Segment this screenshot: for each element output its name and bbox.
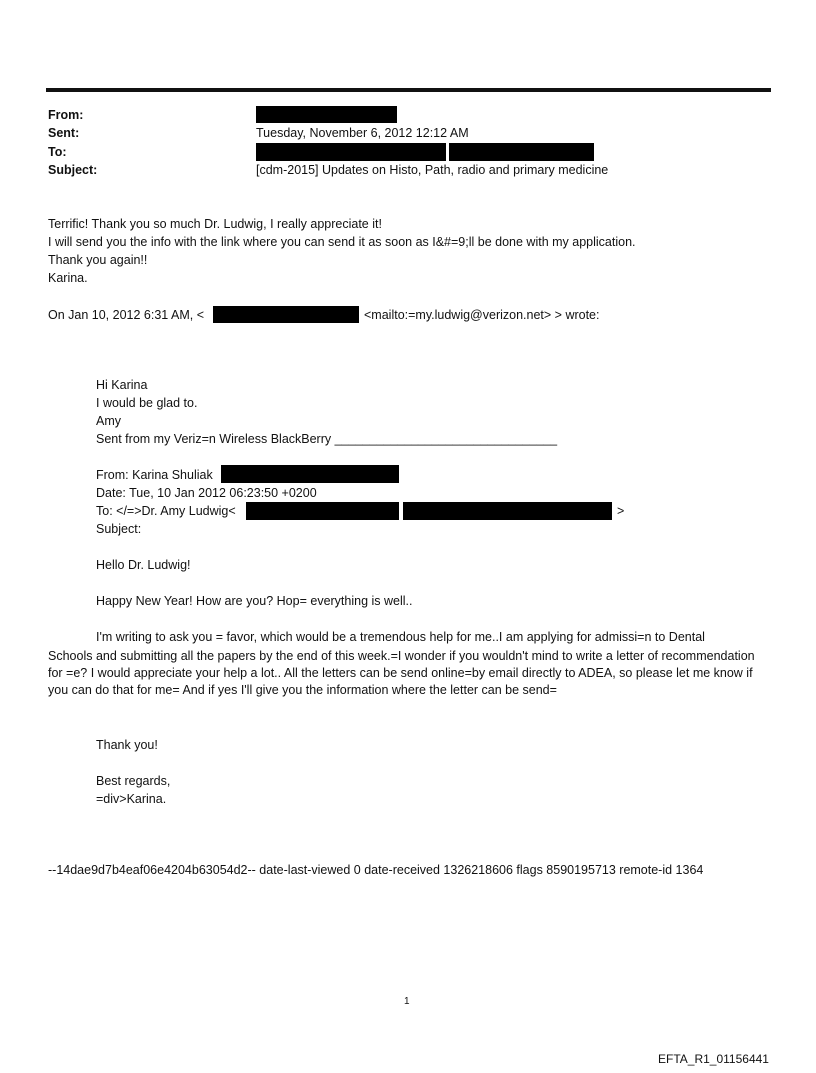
to-label: To:: [48, 145, 67, 159]
body-line-3: Thank you again!!: [48, 253, 148, 267]
redacted-to-1: [256, 143, 446, 161]
reply-date-line: Date: Tue, 10 Jan 2012 06:23:50 +0200: [96, 486, 317, 500]
from-label: From:: [48, 108, 84, 122]
page-number: 1: [404, 996, 410, 1007]
original-thanks: Thank you!: [96, 738, 158, 752]
body-line-2: I will send you the info with the link where you can send it as soon as I&#=9;ll be done with my application.: [48, 235, 636, 249]
original-hello: Hello Dr. Ludwig!: [96, 558, 191, 572]
reply-sent-from: Sent from my Veriz=n Wireless BlackBerry ________________________________: [96, 432, 558, 446]
quote-intro-post: <mailto:=my.ludwig@verizon.net> > wrote:: [364, 308, 600, 322]
header-rule: [46, 88, 771, 92]
reply-to-line: To: </=>Dr. Amy Ludwig<: [96, 504, 236, 518]
redacted-from: [256, 106, 397, 123]
original-regards: Best regards,: [96, 774, 171, 788]
original-new-year: Happy New Year! How are you? Hop= everything is well..: [96, 594, 413, 608]
redacted-reply-to-1: [246, 502, 399, 520]
quote-intro-pre: On Jan 10, 2012 6:31 AM, <: [48, 308, 205, 322]
sent-value: Tuesday, November 6, 2012 12:12 AM: [256, 126, 469, 140]
reply-subject-line: Subject:: [96, 522, 142, 536]
redacted-reply-to-2: [403, 502, 612, 520]
subject-value: [cdm-2015] Updates on Histo, Path, radio and primary medicine: [256, 163, 609, 177]
reply-line-1: I would be glad to.: [96, 396, 198, 410]
original-request-lead: I'm writing to ask you = favor, which would be a tremendous help for me..I am applying for admissi=n to Dental: [96, 630, 705, 644]
redacted-quote-sender: [213, 306, 359, 323]
reply-greeting: Hi Karina: [96, 378, 148, 392]
reply-from-line: From: Karina Shuliak: [96, 468, 213, 482]
sent-label: Sent:: [48, 126, 80, 140]
original-request-rest: Schools and submitting all the papers by the end of this week.=I wonder if you wouldn't mind to write a letter of recommendation for =e? I would appreciate your help a lot.. All the letters can be send online=by email directly to ADEA, so please let me know if you can do that for me= And if yes I'll give you the information where the letter can be send=: [48, 649, 755, 697]
subject-label: Subject:: [48, 163, 98, 177]
body-line-4: Karina.: [48, 271, 88, 285]
document-id: EFTA_R1_01156441: [658, 1052, 769, 1066]
meta-line: --14dae9d7b4eaf06e4204b63054d2-- date-last-viewed 0 date-received 1326218606 flags 8590195713 remote-id 1364: [48, 863, 704, 877]
reply-signoff: Amy: [96, 414, 121, 428]
body-line-1: Terrific! Thank you so much Dr. Ludwig, I really appreciate it!: [48, 217, 382, 231]
redacted-reply-from: [221, 465, 399, 483]
redacted-to-2: [449, 143, 594, 161]
original-name: =div>Karina.: [96, 792, 167, 806]
reply-to-close: >: [617, 504, 625, 518]
